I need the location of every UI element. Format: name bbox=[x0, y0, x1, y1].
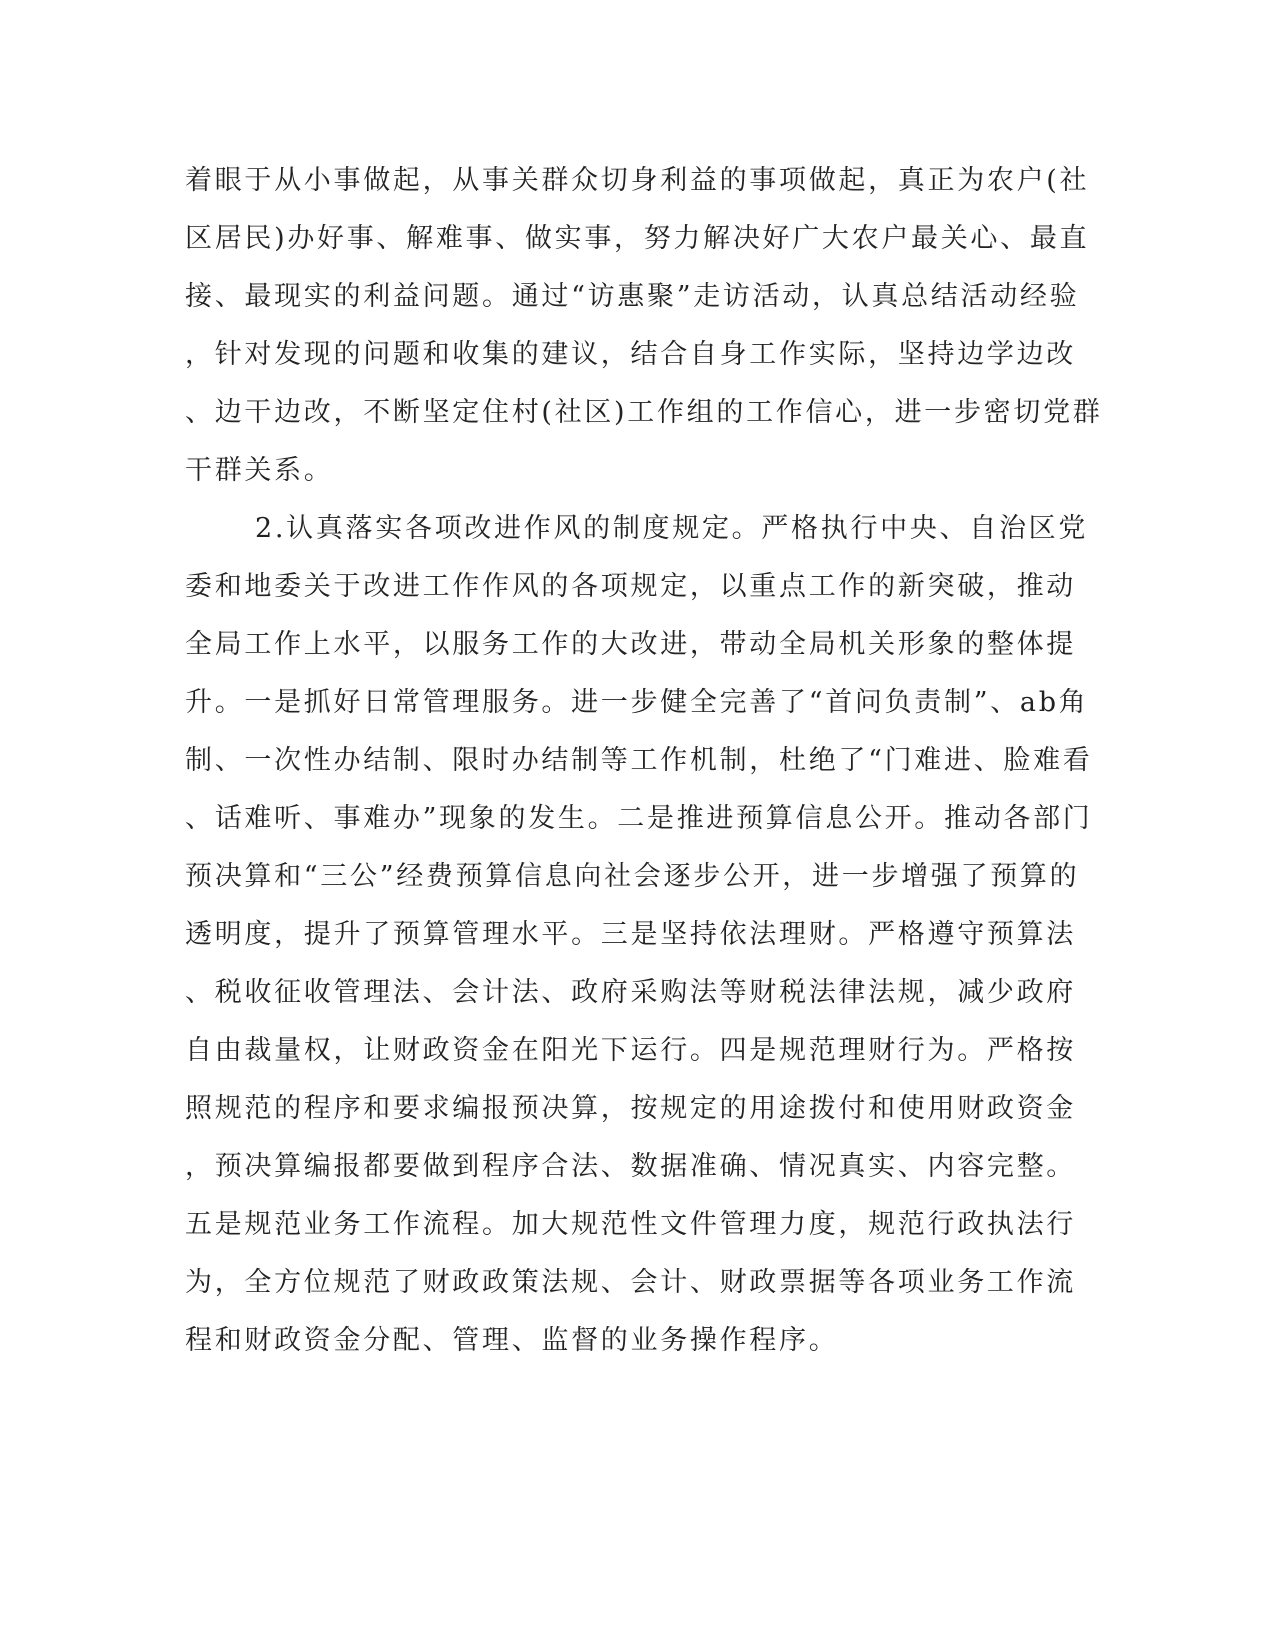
paragraph-line: 五是规范业务工作流程。加大规范性文件管理力度，规范行政执法行 bbox=[185, 1209, 1076, 1240]
paragraph-line: 预决算和“三公”经费预算信息向社会逐步公开，进一步增强了预算的 bbox=[185, 861, 1080, 892]
paragraph-line: 为，全方位规范了财政政策法规、会计、财政票据等各项业务工作流 bbox=[185, 1267, 1076, 1298]
paragraph-line: ，针对发现的问题和收集的建议，结合自身工作实际，坚持边学边改 bbox=[185, 339, 1076, 370]
paragraph-line: 干群关系。 bbox=[185, 455, 334, 486]
paragraph-line: ，预决算编报都要做到程序合法、数据准确、情况真实、内容完整。 bbox=[185, 1151, 1076, 1182]
paragraph-line: 、话难听、事难办”现象的发生。二是推进预算信息公开。推动各部门 bbox=[185, 803, 1093, 834]
paragraph-line: 、边干边改，不断坚定住村(社区)工作组的工作信心，进一步密切党群 bbox=[185, 397, 1103, 428]
paragraph-line: 区居民)办好事、解难事、做实事，努力解决好广大农户最关心、最直 bbox=[185, 223, 1090, 254]
paragraph-line: 接、最现实的利益问题。通过“访惠聚”走访活动，认真总结活动经验 bbox=[185, 281, 1080, 312]
paragraph-line: 透明度，提升了预算管理水平。三是坚持依法理财。严格遵守预算法 bbox=[185, 919, 1076, 950]
paragraph-line: 照规范的程序和要求编报预决算，按规定的用途拨付和使用财政资金 bbox=[185, 1093, 1076, 1124]
paragraph-line: 制、一次性办结制、限时办结制等工作机制，杜绝了“门难进、脸难看 bbox=[185, 745, 1093, 776]
paragraph-line: 委和地委关于改进工作作风的各项规定，以重点工作的新突破，推动 bbox=[185, 571, 1076, 602]
paragraph-line: 全局工作上水平，以服务工作的大改进，带动全局机关形象的整体提 bbox=[185, 629, 1076, 660]
paragraph-line: 、税收征收管理法、会计法、政府采购法等财税法律法规，减少政府 bbox=[185, 977, 1076, 1008]
paragraph-line: 自由裁量权，让财政资金在阳光下运行。四是规范理财行为。严格按 bbox=[185, 1035, 1076, 1066]
paragraph-line: 2.认真落实各项改进作风的制度规定。严格执行中央、自治区党 bbox=[255, 513, 1089, 544]
paragraph-line: 升。一是抓好日常管理服务。进一步健全完善了“首问负责制”、ab角 bbox=[185, 687, 1089, 718]
paragraph-line: 着眼于从小事做起，从事关群众切身利益的事项做起，真正为农户(社 bbox=[185, 165, 1090, 196]
paragraph-line: 程和财政资金分配、管理、监督的业务操作程序。 bbox=[185, 1325, 839, 1356]
